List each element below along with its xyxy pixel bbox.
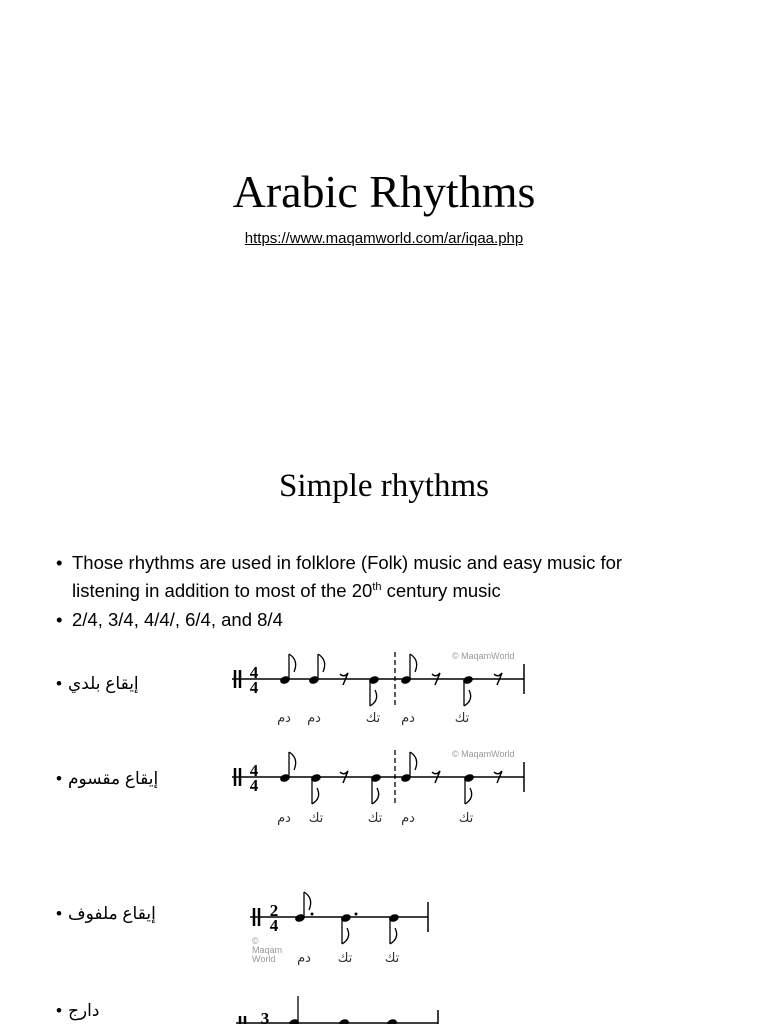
time-sig-top: 4 xyxy=(249,761,259,780)
syllable: دم xyxy=(307,711,321,726)
page-title: Arabic Rhythms xyxy=(232,166,536,217)
watermark: © xyxy=(252,936,259,946)
syllable: تك xyxy=(384,951,400,966)
time-sig-top: 3 xyxy=(260,1009,270,1024)
bullet-marker: • xyxy=(56,609,63,630)
syllable: تك xyxy=(365,711,381,726)
rhythm-label-darij xyxy=(56,1001,99,1021)
time-sig-top: 2 xyxy=(269,901,279,920)
malfuf-notation xyxy=(246,884,436,970)
rhythm-name: إيقاع ملفوف xyxy=(67,904,156,923)
syllable: تك xyxy=(337,951,353,966)
time-sig-bottom: 4 xyxy=(269,916,279,935)
bullet-marker: • xyxy=(56,1001,62,1020)
time-sig-top: 4 xyxy=(249,663,259,682)
time-sig-bottom: 4 xyxy=(249,678,259,697)
rhythm-name: دارج xyxy=(67,1001,100,1020)
bullet-marker: • xyxy=(56,552,63,573)
bullet-description xyxy=(56,551,736,603)
rhythm-name: إيقاع بلدي xyxy=(67,674,139,693)
watermark: © MaqamWorld xyxy=(452,651,515,661)
watermark: Maqam xyxy=(252,945,283,955)
syllable: تك xyxy=(458,811,474,826)
time-sig-bottom: 4 xyxy=(249,776,259,795)
watermark: World xyxy=(252,954,276,964)
rhythm-label-malfuf xyxy=(56,904,156,924)
rhythm-label-baladi xyxy=(56,674,139,694)
syllable: دم xyxy=(277,711,291,726)
watermark: © MaqamWorld xyxy=(452,749,515,759)
syllable: تك xyxy=(454,711,470,726)
syllable: تك xyxy=(367,811,383,826)
bullet-text-line2: listening in addition to most of the 20 xyxy=(72,580,373,602)
baladi-notation xyxy=(228,646,528,730)
rhythm-label-maqsum xyxy=(56,769,158,789)
rhythm-name: إيقاع مقسوم xyxy=(67,769,159,788)
syllable: دم xyxy=(297,951,311,966)
bullet-marker: • xyxy=(56,769,62,788)
bullet-marker: • xyxy=(56,674,62,693)
bullet-marker: • xyxy=(56,904,62,923)
darij-notation xyxy=(232,992,442,1024)
bullet-superscript: th xyxy=(372,581,382,593)
bullet-text-line2-end: century music xyxy=(381,580,501,602)
maqsum-notation xyxy=(228,744,528,830)
bullet-text-line1: Those rhythms are used in folklore (Folk) music and easy music for xyxy=(72,552,623,573)
time-signature-list: 2/4, 3/4, 4/4/, 6/4, and 8/4 xyxy=(72,609,283,630)
syllable: دم xyxy=(401,711,415,726)
source-link[interactable]: https://www.maqamworld.com/ar/iqaa.php xyxy=(244,230,524,247)
section-subtitle: Simple rhythms xyxy=(279,468,489,504)
syllable: دم xyxy=(401,811,415,826)
syllable: دم xyxy=(277,811,291,826)
bullet-time-signatures xyxy=(56,608,283,632)
syllable: تك xyxy=(308,811,324,826)
